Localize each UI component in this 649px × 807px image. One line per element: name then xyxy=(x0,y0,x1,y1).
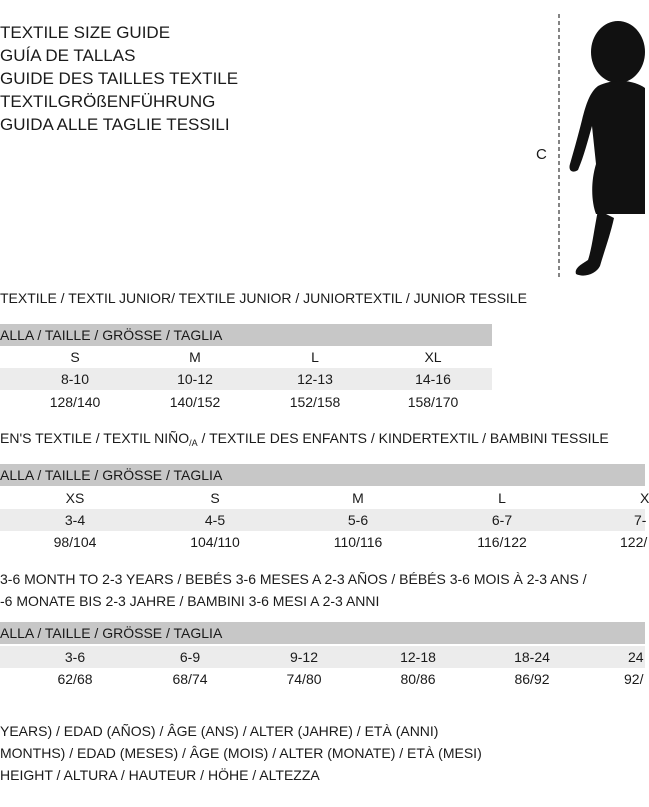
height-cell: 62/68 xyxy=(57,671,93,687)
height-cell: 110/116 xyxy=(333,534,383,550)
junior-size-row xyxy=(0,346,492,368)
size-cell: XS xyxy=(65,490,85,506)
age-cell: 3-6 xyxy=(64,649,86,665)
height-cell: 104/110 xyxy=(190,534,240,550)
legend-years: YEARS) / EDAD (AÑOS) / ÂGE (ANS) / ALTER (JAHRE) / ETÀ (ANNI) xyxy=(0,723,439,739)
height-cell: 140/152 xyxy=(169,394,221,410)
age-cell: 12-13 xyxy=(297,371,333,387)
size-cell: M xyxy=(352,490,364,506)
age-cell: 6-7 xyxy=(491,512,513,528)
age-cell: 12-18 xyxy=(400,649,436,665)
size-cell: L xyxy=(498,490,506,506)
junior-size-header: ALLA / TAILLE / GRÖSSE / TAGLIA xyxy=(0,324,492,346)
title-es: GUÍA DE TALLAS xyxy=(0,46,136,65)
kids-heading: EN'S TEXTILE / TEXTIL $NIÑO_{/A}$ / TEXTILE DES ENFANTS / KINDERTEXTIL / BAMBINI TESSILE xyxy=(0,430,609,448)
height-cell: 80/86 xyxy=(400,671,436,687)
age-cell: 6-9 xyxy=(179,649,201,665)
age-cell: 9-12 xyxy=(289,649,319,665)
kids-size-header: ALLA / TAILLE / GRÖSSE / TAGLIA xyxy=(0,464,645,486)
size-cell: M xyxy=(189,349,201,365)
age-cell: 18-24 xyxy=(514,649,550,665)
title-it: GUIDA ALLE TAGLIE TESSILI xyxy=(0,115,230,134)
age-cell: 3-4 xyxy=(64,512,86,528)
title-block xyxy=(0,21,238,136)
title-fr: GUIDE DES TAILLES TEXTILE xyxy=(0,69,239,88)
age-cell: 10-12 xyxy=(177,371,213,387)
junior-height-row xyxy=(0,391,492,413)
size-cell: X xyxy=(640,490,649,506)
legend-months: MONTHS) / EDAD (MESES) / ÂGE (MOIS) / ALTER (MONATE) / ETÀ (MESI) xyxy=(0,745,482,761)
age-cell: 8-10 xyxy=(60,371,90,387)
junior-heading: TEXTILE / TEXTIL JUNIOR/ TEXTILE JUNIOR / JUNIORTEXTIL / JUNIOR TESSILE xyxy=(0,290,527,306)
size-cell: S xyxy=(70,349,80,365)
legend xyxy=(0,720,482,786)
baby-heading-line1: 3-6 MONTH TO 2-3 YEARS / BEBÉS 3-6 MESES A 2-3 AÑOS / BÉBÉS 3-6 MOIS À 2-3 ANS / xyxy=(0,571,587,587)
height-cell: 92/ xyxy=(624,671,644,687)
size-cell: XL xyxy=(424,349,442,365)
legend-height: HEIGHT / ALTURA / HAUTEUR / HÖHE / ALTEZZA xyxy=(0,767,320,783)
height-cell: 68/74 xyxy=(172,671,208,687)
title-de: TEXTILGRÖßENFÜHRUNG xyxy=(0,92,216,111)
kids-height-row xyxy=(0,531,648,553)
height-cell: 152/158 xyxy=(289,394,341,410)
baby-silhouette-icon xyxy=(556,14,645,280)
baby-heading-line2: -6 MONATE BIS 2-3 JAHRE / BAMBINI 3-6 MESI A 2-3 ANNI xyxy=(0,593,380,609)
baby-size-header: ALLA / TAILLE / GRÖSSE / TAGLIA xyxy=(0,622,645,644)
dimension-label: C xyxy=(536,146,547,163)
baby-age-row xyxy=(0,646,645,668)
baby-height-row xyxy=(0,668,645,690)
age-cell: 4-5 xyxy=(204,512,226,528)
age-cell: 5-6 xyxy=(347,512,369,528)
height-cell: 158/170 xyxy=(407,394,459,410)
size-cell: L xyxy=(311,349,319,365)
height-cell: 74/80 xyxy=(286,671,322,687)
size-cell: S xyxy=(210,490,220,506)
height-cell: 128/140 xyxy=(49,394,101,410)
height-cell: 122/ xyxy=(620,534,648,550)
kids-size-row xyxy=(0,487,649,509)
age-cell: 14-16 xyxy=(415,371,451,387)
title-en: TEXTILE SIZE GUIDE xyxy=(0,23,171,42)
kids-age-row xyxy=(0,509,645,531)
junior-age-row xyxy=(0,368,492,390)
height-cell: 86/92 xyxy=(514,671,550,687)
height-cell: 116/122 xyxy=(477,534,527,550)
age-cell: 7- xyxy=(634,512,647,528)
age-cell: 24 xyxy=(628,649,644,665)
height-cell: 98/104 xyxy=(53,534,97,550)
